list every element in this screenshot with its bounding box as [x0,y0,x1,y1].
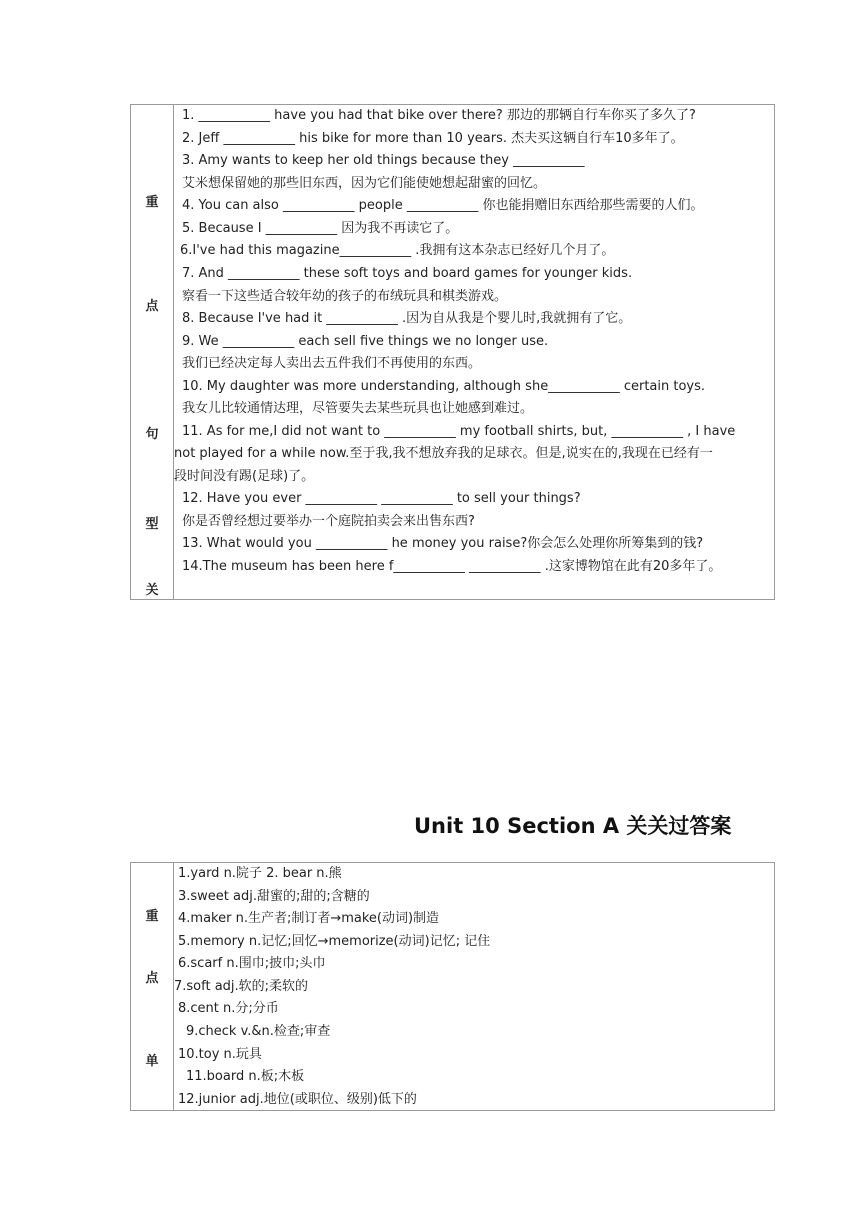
sentence-line: 我们已经决定每人卖出去五件我们不再使用的东西。 [182,356,482,371]
key-words-content [174,863,774,1110]
word-line: 10.toy n.玩具 [178,1047,262,1062]
word-line: 11.board n.板;木板 [186,1069,305,1084]
side-char: 关 [145,583,159,598]
word-line: 5.memory n.记忆;回忆→memorize(动词)记忆; 记住 [178,934,491,949]
word-line: 8.cent n.分;分币 [178,1001,279,1016]
sentence-line: 12. Have you ever ___________ ___________ to sell your things? [182,491,581,506]
sentence-line: 4. You can also ___________ people ___________ 你也能捐赠旧东西给那些需要的人们。 [182,198,704,213]
sentence-line: not played for a while now.至于我,我不想放弃我的足球衣。但是,说实在的,我现在已经有一 [174,446,713,461]
section-title: Unit 10 Section A 关关过答案 [414,814,732,838]
word-line: 9.check v.&n.检查;审查 [186,1024,331,1039]
sentence-line: 艾米想保留她的那些旧东西，因为它们能使她想起甜蜜的回忆。 [182,176,547,191]
word-line: 6.scarf n.围巾;披巾;头巾 [178,956,326,971]
sentence-line: 1. ___________ have you had that bike over there? 那边的那辆自行车你买了多久了? [182,108,696,123]
side-char: 点 [145,971,159,986]
sentence-line: 5. Because I ___________ 因为我不再读它了。 [182,221,459,236]
word-line: 7.soft adj.软的;柔软的 [174,979,309,994]
key-words-table [130,862,775,1111]
key-sentences-side-label [131,105,174,599]
side-char: 重 [145,909,159,924]
sentence-line: 8. Because I've had it ___________ .因为自从我是个婴儿时,我就拥有了它。 [182,311,632,326]
word-line: 3.sweet adj.甜蜜的;甜的;含糖的 [178,889,370,904]
word-line: 4.maker n.生产者;制订者→make(动词)制造 [178,911,440,926]
side-char: 单 [145,1054,159,1069]
side-char: 点 [145,299,159,314]
sentence-line: 7. And ___________ these soft toys and board games for younger kids. [182,266,633,281]
sentence-line: 3. Amy wants to keep her old things because they ___________ [182,153,585,168]
sentence-line: 察看一下这些适合较年幼的孩子的布绒玩具和棋类游戏。 [182,289,508,304]
side-char: 型 [145,517,159,532]
sentence-line: 10. My daughter was more understanding, although she___________ certain toys. [182,379,706,394]
key-sentences-content [174,105,774,599]
sentence-line: 9. We ___________ each sell five things we no longer use. [182,334,549,349]
sentence-line: 14.The museum has been here f___________ ___________ .这家博物馆在此有20多年了。 [182,559,722,574]
sentence-line: 你是否曾经想过要举办一个庭院拍卖会来出售东西? [182,514,475,529]
side-char: 句 [145,427,159,442]
word-line: 1.yard n.院子 2. bear n.熊 [178,866,342,881]
key-words-side-label [131,863,174,1110]
side-char: 重 [145,195,159,210]
key-sentences-table [130,104,775,600]
sentence-line: 13. What would you ___________ he money you raise?你会怎么处理你所筹集到的钱? [182,536,704,551]
sentence-line: 段时间没有踢(足球)了。 [174,469,315,484]
sentence-line: 我女儿比较通情达理，尽管要失去某些玩具也让她感到难过。 [182,401,534,416]
word-line: 12.junior adj.地位(或职位、级别)低下的 [178,1092,417,1107]
sentence-line: 6.I've had this magazine___________ .我拥有这本杂志已经好几个月了。 [180,243,615,258]
sentence-line: 11. As for me,I did not want to ___________ my football shirts, but, ___________ , I have [182,424,736,439]
sentence-line: 2. Jeff ___________ his bike for more than 10 years. 杰夫买这辆自行车10多年了。 [182,131,684,146]
